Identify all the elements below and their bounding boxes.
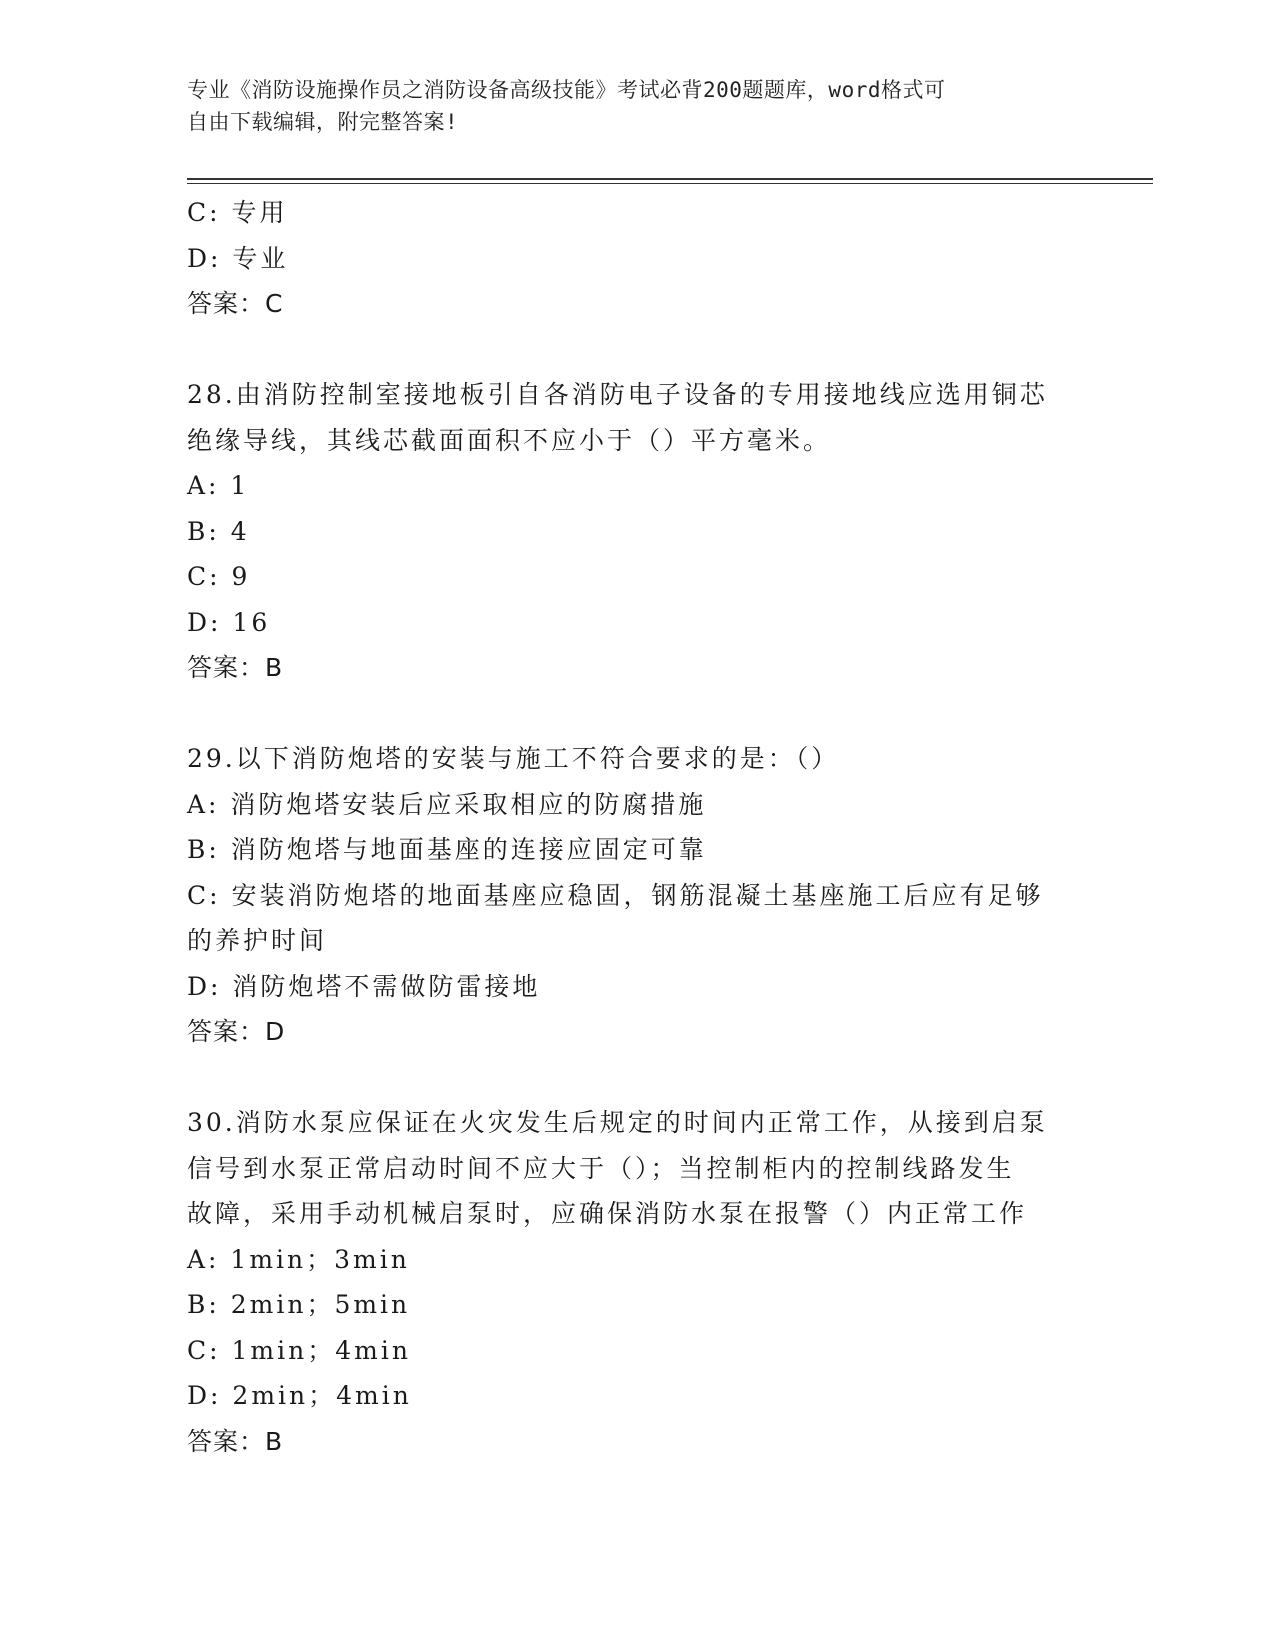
question-text-line: 故障，采用手动机械启泵时，应确保消防水泵在报警（）内正常工作 <box>187 1199 1028 1228</box>
option-c: C: 1min；4min <box>187 1335 411 1365</box>
option-c: C: 安装消防炮塔的地面基座应稳固，钢筋混凝土基座施工后应有足够 <box>187 880 1044 910</box>
option-d: D: 专业 <box>187 243 289 273</box>
question-text-line: 信号到水泵正常启动时间不应大于（）；当控制柜内的控制线路发生 <box>187 1153 1015 1183</box>
answer-line: 答案：D <box>187 1017 286 1046</box>
header-divider-thick <box>187 178 1153 180</box>
option-d: D: 消防炮塔不需做防雷接地 <box>187 971 541 1001</box>
answer-line: 答案：B <box>187 1426 284 1456</box>
answer-line: 答案：C <box>187 289 284 318</box>
answer-line: 答案：B <box>187 653 284 682</box>
option-d: D: 2min；4min <box>187 1381 412 1410</box>
option-a: A: 消防炮塔安装后应采取相应的防腐措施 <box>187 789 707 819</box>
header-line-2: 自由下载编辑，附完整答案! <box>187 110 459 134</box>
question-29 <box>187 736 1087 1055</box>
document-header <box>187 74 1067 138</box>
header-divider-thin <box>187 183 1153 184</box>
option-b: B: 2min；5min <box>187 1290 411 1319</box>
option-b: B: 4 <box>187 516 250 546</box>
option-a: A: 1min；3min <box>187 1244 410 1274</box>
option-d: D: 16 <box>187 607 271 637</box>
option-b: B: 消防炮塔与地面基座的连接应固定可靠 <box>187 835 707 864</box>
question-text-line: 绝缘导线，其线芯截面面积不应小于（）平方毫米。 <box>187 425 832 455</box>
option-c: C: 9 <box>187 562 251 591</box>
question-text-line: 28.由消防控制室接地板引自各消防电子设备的专用接地线应选用铜芯 <box>187 380 1048 409</box>
spacer <box>187 1055 1087 1101</box>
question-28 <box>187 372 1087 691</box>
previous-question-tail <box>187 190 1087 327</box>
question-text-line: 29.以下消防炮塔的安装与施工不符合要求的是：（） <box>187 744 840 773</box>
question-text-line: 30.消防水泵应保证在火灾发生后规定的时间内正常工作，从接到启泵 <box>187 1108 1048 1137</box>
header-line-1: 专业《消防设施操作员之消防设备高级技能》考试必背200题题库，word格式可 <box>187 78 946 102</box>
question-content <box>187 190 1087 1464</box>
option-c: C: 专用 <box>187 198 288 227</box>
spacer <box>187 327 1087 373</box>
option-c-continued: 的养护时间 <box>187 926 328 955</box>
spacer <box>187 691 1087 737</box>
question-30 <box>187 1100 1087 1464</box>
option-a: A: 1 <box>187 471 250 500</box>
